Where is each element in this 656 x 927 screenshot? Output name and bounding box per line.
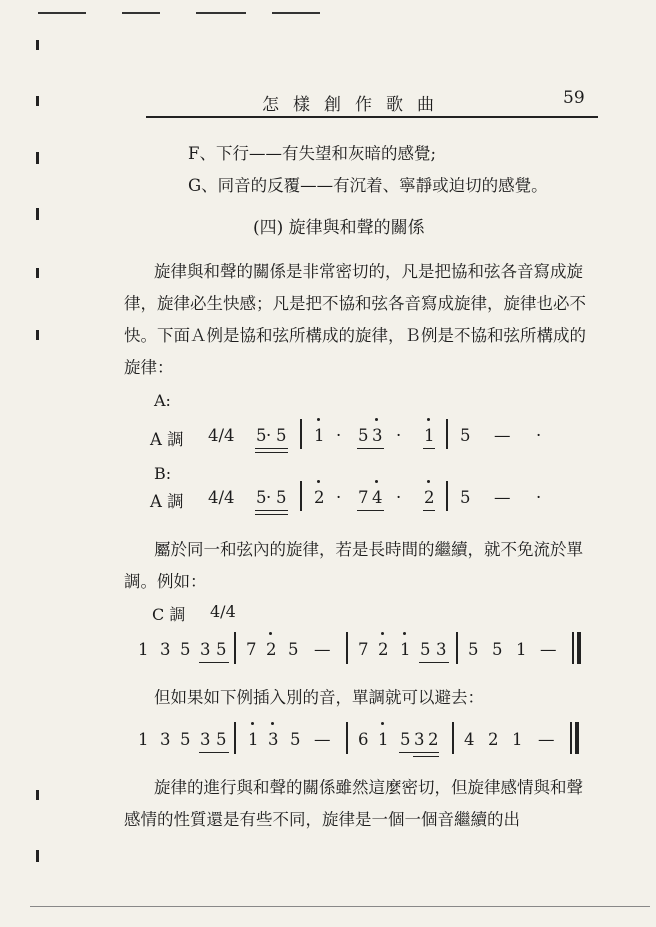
note-dot: · (536, 488, 542, 507)
barline (234, 632, 236, 664)
underline (423, 448, 435, 449)
key-signature: A 調 (150, 430, 184, 449)
example-c-key: C 調 (152, 605, 186, 624)
note-dot: · (396, 426, 402, 445)
note-dot: · (266, 488, 272, 507)
note: 2 (428, 730, 439, 749)
note: 5 (460, 426, 471, 445)
barline (452, 722, 454, 754)
paragraph-monotony: 屬於同一和弦內的旋律，若是長時間的繼續，就不免流於單調。例如： (124, 540, 583, 591)
underline (199, 662, 229, 663)
note: 5 (256, 426, 267, 445)
note: 5 (180, 730, 191, 749)
octave-dot (427, 418, 430, 421)
octave-dot (375, 480, 378, 483)
dash: — (314, 640, 331, 659)
note: 5 (216, 640, 227, 659)
note: 1 (248, 730, 259, 749)
octave-dot (317, 418, 320, 421)
top-edge-mark (272, 12, 320, 14)
note-dot: · (266, 426, 272, 445)
dash: — (540, 640, 557, 659)
page-number: 59 (563, 88, 585, 108)
octave-dot (269, 632, 272, 635)
binding-mark (36, 40, 39, 50)
note: 1 (400, 640, 411, 659)
final-barline-thin (570, 722, 572, 754)
octave-dot (375, 418, 378, 421)
dash: — (314, 730, 331, 749)
octave-dot (251, 722, 254, 725)
underline (255, 448, 288, 449)
octave-dot (403, 632, 406, 635)
running-title: 怎樣創作歌曲 (262, 95, 448, 115)
binding-mark (36, 268, 39, 278)
note: 2 (378, 640, 389, 659)
barline (446, 419, 448, 449)
binding-mark (36, 790, 39, 800)
underline (419, 662, 449, 663)
underline (255, 514, 288, 515)
note: 3 (268, 730, 279, 749)
note: 4 (464, 730, 475, 749)
note-dot: · (396, 488, 402, 507)
barline (300, 481, 302, 511)
underline (413, 756, 439, 757)
page-bottom-edge (30, 906, 650, 907)
binding-mark (36, 208, 39, 220)
barline (346, 722, 348, 754)
underline (357, 448, 384, 449)
note: 7 (358, 640, 369, 659)
binding-mark (36, 330, 39, 340)
underline (199, 752, 229, 753)
paragraph-insertion: 但如果如下例插入別的音，單調就可以避去： (154, 688, 484, 707)
note: 1 (138, 730, 149, 749)
final-barline-thin (572, 632, 574, 664)
underline (423, 510, 435, 511)
example-b-label: B: (154, 464, 172, 483)
note-dot: · (336, 426, 342, 445)
note: 5 (288, 640, 299, 659)
note: 3 (436, 640, 447, 659)
note: 5 (276, 426, 287, 445)
note: 1 (314, 426, 325, 445)
paragraph-intro: 旋律與和聲的關係是非常密切的，凡是把協和弦各音寫成旋律，旋律必生快感；凡是把不協和弦各音寫成旋律，旋律也必不快。下面Ａ例是協和弦所構成的旋律，Ｂ例是不協和弦所構成的旋律： (124, 262, 586, 377)
example-a-label: A: (154, 391, 171, 410)
note: 2 (424, 488, 435, 507)
note: 2 (488, 730, 499, 749)
note: 3 (200, 730, 211, 749)
barline (234, 722, 236, 754)
note: 5 (216, 730, 227, 749)
final-barline-thick (575, 722, 579, 754)
top-edge-mark (196, 12, 246, 14)
note: 2 (314, 488, 325, 507)
dash: — (538, 730, 555, 749)
octave-dot (427, 480, 430, 483)
octave-dot (381, 632, 384, 635)
note: 7 (246, 640, 257, 659)
barline (346, 632, 348, 664)
binding-mark (36, 152, 39, 164)
time-signature: 4/4 (208, 426, 235, 445)
paragraph-closing: 旋律的進行與和聲的關係雖然這麼密切，但旋律感情與和聲感情的性質還是有些不同，旋律是一個一個音繼續的出 (124, 778, 583, 829)
time-signature: 4/4 (208, 488, 235, 507)
note: 3 (200, 640, 211, 659)
note: 5 (180, 640, 191, 659)
note: 5 (358, 426, 369, 445)
note: 5 (460, 488, 471, 507)
binding-mark (36, 850, 39, 862)
final-barline-thick (577, 632, 581, 664)
note: 1 (378, 730, 389, 749)
note: 5 (492, 640, 503, 659)
top-edge-mark (38, 12, 86, 14)
list-item-g: G、同音的反覆——有沉着、寧靜或迫切的感覺。 (188, 176, 548, 195)
top-edge-mark (122, 12, 160, 14)
section-heading: (四) 旋律與和聲的關係 (253, 218, 425, 238)
note: 1 (516, 640, 527, 659)
note: 5 (256, 488, 267, 507)
octave-dot (317, 480, 320, 483)
note: 5 (420, 640, 431, 659)
note: 3 (414, 730, 425, 749)
note: 1 (138, 640, 149, 659)
note-dot: · (536, 426, 542, 445)
note: 6 (358, 730, 369, 749)
barline (300, 419, 302, 449)
note: 2 (266, 640, 277, 659)
dash: — (494, 426, 511, 445)
header-rule (146, 116, 598, 118)
note: 3 (372, 426, 383, 445)
underline (399, 752, 439, 753)
note: 5 (290, 730, 301, 749)
binding-mark (36, 96, 39, 106)
barline (446, 481, 448, 511)
list-item-f: F、下行——有失望和灰暗的感覺; (188, 144, 437, 163)
note: 5 (276, 488, 287, 507)
note: 7 (358, 488, 369, 507)
key-signature: A 調 (150, 492, 184, 511)
barline (456, 632, 458, 664)
underline (255, 510, 288, 511)
note: 3 (160, 640, 171, 659)
underline (357, 510, 384, 511)
octave-dot (271, 722, 274, 725)
note: 3 (160, 730, 171, 749)
octave-dot (381, 722, 384, 725)
underline (255, 452, 288, 453)
note: 1 (424, 426, 435, 445)
note: 4 (372, 488, 383, 507)
note: 5 (468, 640, 479, 659)
note: 5 (400, 730, 411, 749)
dash: — (494, 488, 511, 507)
note: 1 (512, 730, 523, 749)
example-c-time: 4/4 (210, 602, 236, 621)
note-dot: · (336, 488, 342, 507)
